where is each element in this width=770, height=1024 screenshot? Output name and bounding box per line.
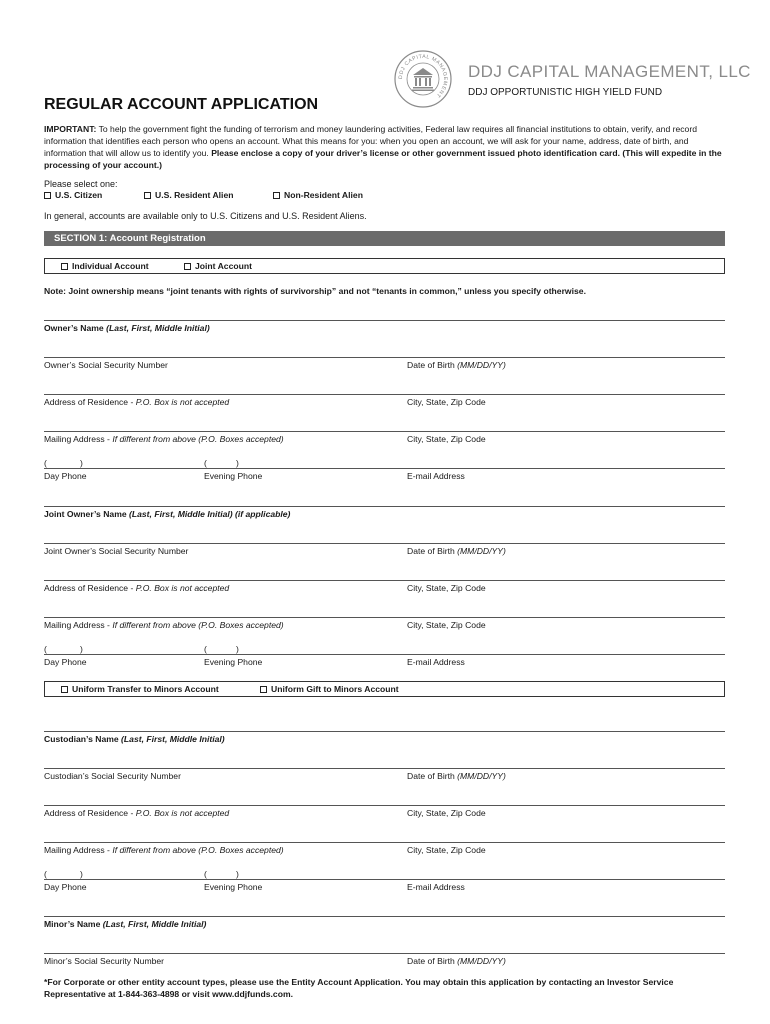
checkbox-label: Individual Account (72, 261, 149, 271)
joint-evening-phone-label: Evening Phone (204, 657, 263, 667)
custodian-email-label: E-mail Address (407, 882, 465, 892)
joint-name-field[interactable] (44, 506, 725, 507)
custodian-name-label: Custodian’s Name (Last, First, Middle Initial) (44, 734, 225, 744)
minor-ssn-field[interactable] (44, 953, 725, 954)
custodian-ssn-label: Custodian’s Social Security Number (44, 771, 181, 781)
joint-mailing-field[interactable] (44, 617, 725, 618)
joint-dob-label: Date of Birth (MM/DD/YY) (407, 546, 506, 556)
joint-ownership-note: Note: Joint ownership means “joint tenants with rights of survivorship” and not “tenants in common,” unless you specify otherwise. (44, 286, 586, 296)
checkbox-label: U.S. Resident Alien (155, 190, 234, 200)
joint-day-phone-label: Day Phone (44, 657, 87, 667)
owner-name-label: Owner’s Name (Last, First, Middle Initial) (44, 323, 210, 333)
important-label: IMPORTANT: (44, 124, 97, 134)
custodian-phone-field[interactable] (44, 879, 725, 880)
owner-ssn-label: Owner’s Social Security Number (44, 360, 168, 370)
custodian-dob-label: Date of Birth (MM/DD/YY) (407, 771, 506, 781)
custodian-day-phone-label: Day Phone (44, 882, 87, 892)
custodian-address-label: Address of Residence - P.O. Box is not accepted (44, 808, 230, 818)
evening-phone-area-close: ) (236, 869, 239, 879)
day-phone-area-close: ) (80, 644, 83, 654)
us-resident-alien-checkbox[interactable] (144, 190, 233, 200)
utma-checkbox[interactable] (61, 684, 219, 694)
day-phone-area-open: ( (44, 869, 47, 879)
citizenship-options (44, 190, 444, 202)
joint-account-checkbox[interactable] (184, 261, 252, 271)
checkbox-label: Non-Resident Alien (284, 190, 363, 200)
joint-ssn-field[interactable] (44, 543, 725, 544)
footer-note: *For Corporate or other entity account types, please use the Entity Account Application. You may obtain this application by contacting an Investor Service Representative at 1-844-363-4898 or visit www.ddjfunds.com. (44, 977, 674, 999)
custodian-mailing-field[interactable] (44, 842, 725, 843)
ugma-checkbox[interactable] (260, 684, 399, 694)
custodian-mailing-city-label: City, State, Zip Code (407, 845, 486, 855)
joint-address-label: Address of Residence - P.O. Box is not accepted (44, 583, 230, 593)
checkbox-icon (144, 192, 151, 199)
joint-mailing-label: Mailing Address - If different from above (P.O. Boxes accepted) (44, 620, 284, 630)
owner-email-label: E-mail Address (407, 471, 465, 481)
important-text: To help the government fight the funding of terrorism and money laundering activities, Federal law requires all financial institutions to obtain, verify, and record information that identifies each person who opens an account. What this means for you: when you open an account, we will ask for your name, address, date of birth, and information that will allow us to identify you. (44, 124, 697, 158)
evening-phone-area-close: ) (236, 458, 239, 468)
owner-address-field[interactable] (44, 394, 725, 395)
owner-address-label: Address of Residence - P.O. Box is not accepted (44, 397, 230, 407)
checkbox-label: Uniform Gift to Minors Account (271, 684, 399, 694)
custodian-mailing-label: Mailing Address - If different from above (P.O. Boxes accepted) (44, 845, 284, 855)
owner-ssn-field[interactable] (44, 357, 725, 358)
minor-dob-label: Date of Birth (MM/DD/YY) (407, 956, 506, 966)
owner-mailing-field[interactable] (44, 431, 725, 432)
checkbox-icon (61, 263, 68, 270)
day-phone-area-open: ( (44, 644, 47, 654)
evening-phone-area-close: ) (236, 644, 239, 654)
day-phone-area-close: ) (80, 458, 83, 468)
us-citizen-checkbox[interactable] (44, 190, 102, 200)
eligibility-note: In general, accounts are available only to U.S. Citizens and U.S. Resident Aliens. (44, 211, 367, 221)
owner-phone-field[interactable] (44, 468, 725, 469)
day-phone-area-open: ( (44, 458, 47, 468)
custodian-name-field[interactable] (44, 731, 725, 732)
custodian-ssn-field[interactable] (44, 768, 725, 769)
section-1-header (44, 231, 725, 246)
checkbox-label: Joint Account (195, 261, 252, 271)
joint-ssn-label: Joint Owner’s Social Security Number (44, 546, 189, 556)
evening-phone-area-open: ( (204, 644, 207, 654)
non-resident-alien-checkbox[interactable] (273, 190, 363, 200)
owner-dob-label: Date of Birth (MM/DD/YY) (407, 360, 506, 370)
evening-phone-area-open: ( (204, 869, 207, 879)
checkbox-icon (260, 686, 267, 693)
day-phone-area-close: ) (80, 869, 83, 879)
important-notice (44, 123, 728, 171)
minors-account-type-box (44, 681, 725, 697)
page-title: REGULAR ACCOUNT APPLICATION (44, 96, 319, 113)
minor-name-field[interactable] (44, 916, 725, 917)
joint-name-label: Joint Owner’s Name (Last, First, Middle Initial) (if applicable) (44, 509, 291, 519)
company-seal-logo (394, 50, 452, 108)
checkbox-icon (61, 686, 68, 693)
owner-mailing-city-label: City, State, Zip Code (407, 434, 486, 444)
owner-day-phone-label: Day Phone (44, 471, 87, 481)
checkbox-icon (184, 263, 191, 270)
fund-name: DDJ OPPORTUNISTIC HIGH YIELD FUND (468, 87, 663, 98)
joint-phone-field[interactable] (44, 654, 725, 655)
seal-text: DDJ CAPITAL MANAGEMENT (397, 53, 449, 99)
minor-ssn-label: Minor’s Social Security Number (44, 956, 165, 966)
individual-account-checkbox[interactable] (61, 261, 149, 271)
joint-address-field[interactable] (44, 580, 725, 581)
checkbox-label: Uniform Transfer to Minors Account (72, 684, 219, 694)
owner-name-field[interactable] (44, 320, 725, 321)
citizenship-prompt: Please select one: (44, 179, 118, 189)
checkbox-label: U.S. Citizen (55, 190, 103, 200)
joint-city-label: City, State, Zip Code (407, 583, 486, 593)
custodian-evening-phone-label: Evening Phone (204, 882, 263, 892)
account-type-box (44, 258, 725, 274)
custodian-address-field[interactable] (44, 805, 725, 806)
joint-mailing-city-label: City, State, Zip Code (407, 620, 486, 630)
checkbox-icon (273, 192, 280, 199)
custodian-city-label: City, State, Zip Code (407, 808, 486, 818)
evening-phone-area-open: ( (204, 458, 207, 468)
owner-mailing-label: Mailing Address - If different from above (P.O. Boxes accepted) (44, 434, 284, 444)
owner-evening-phone-label: Evening Phone (204, 471, 263, 481)
checkbox-icon (44, 192, 51, 199)
minor-name-label: Minor’s Name (Last, First, Middle Initial) (44, 919, 207, 929)
owner-city-label: City, State, Zip Code (407, 397, 486, 407)
enclose-id-text: Please enclose a copy of your driver’s license or other government issued photo identification card. (This will expedite in the processing of your account.) (44, 148, 722, 170)
company-name: DDJ CAPITAL MANAGEMENT, LLC (468, 62, 751, 81)
section-title: SECTION 1: Account Registration (54, 233, 206, 244)
joint-email-label: E-mail Address (407, 657, 465, 667)
